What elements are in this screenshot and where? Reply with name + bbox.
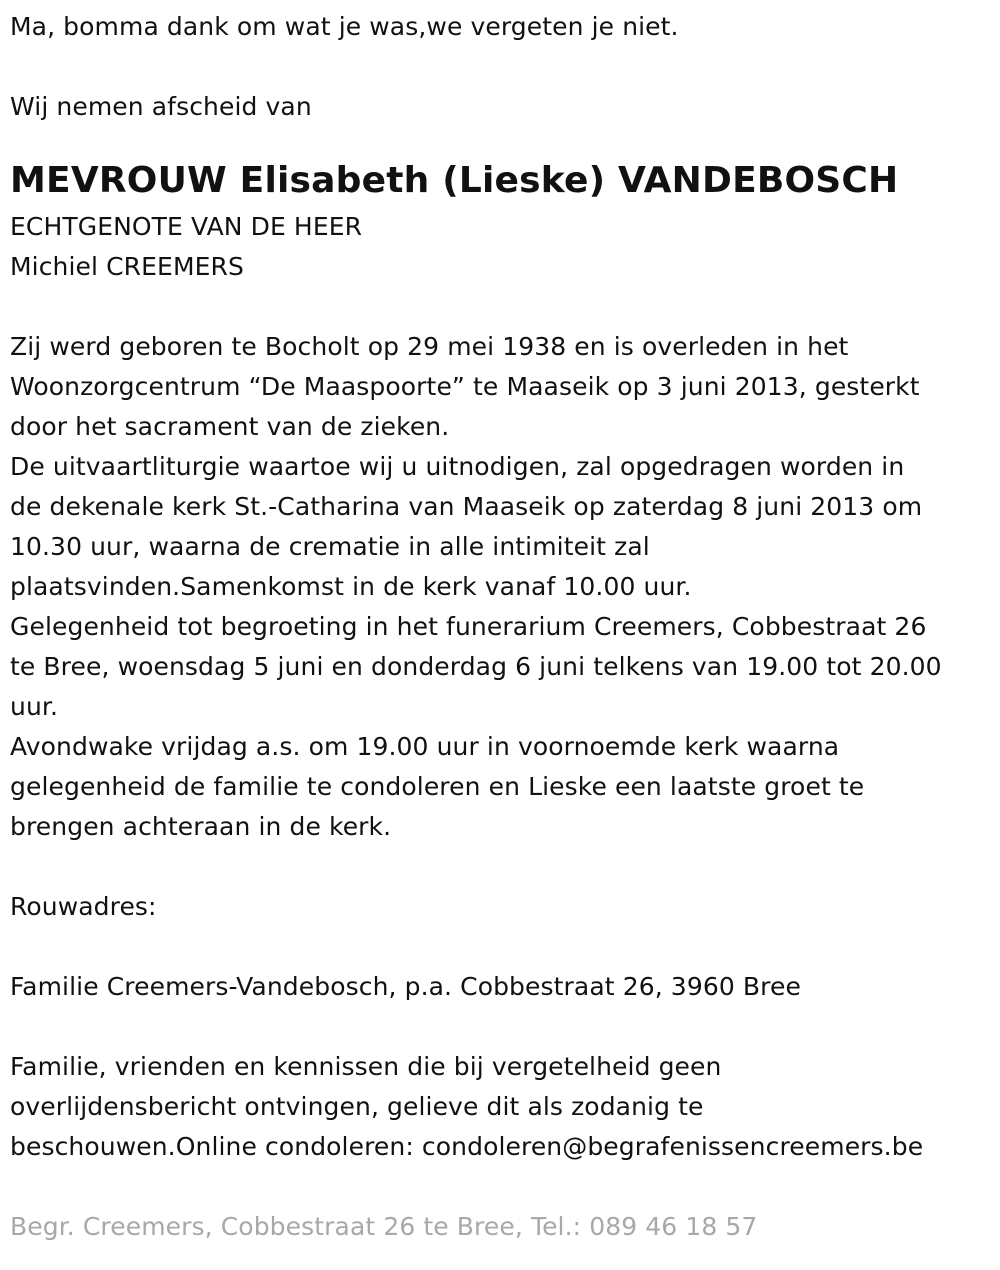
body-line: te Bree, woensdag 5 juni en donderdag 6 juni telkens van 19.00 tot 20.00 xyxy=(10,652,942,681)
spouse-name: Michiel CREEMERS xyxy=(10,252,244,281)
relation-line: ECHTGENOTE VAN DE HEER xyxy=(10,212,363,241)
notice-text xyxy=(10,1047,995,1167)
body-line: gelegenheid de familie te condoleren en Lieske een laatste groet te xyxy=(10,772,865,801)
body-line: de dekenale kerk St.-Catharina van Maaseik op zaterdag 8 juni 2013 om xyxy=(10,492,923,521)
deceased-name: MEVROUW Elisabeth (Lieske) VANDEBOSCH xyxy=(10,160,899,201)
intro-farewell: Wij nemen afscheid van xyxy=(10,92,312,121)
body-line: door het sacrament van de zieken. xyxy=(10,412,450,441)
body-line: Zij werd geboren te Bocholt op 29 mei 1938 en is overleden in het xyxy=(10,332,849,361)
body-line: uur. xyxy=(10,692,59,721)
body-text xyxy=(10,327,995,847)
notice-line: overlijdensbericht ontvingen, gelieve dit als zodanig te xyxy=(10,1092,704,1121)
body-line: De uitvaartliturgie waartoe wij u uitnodigen, zal opgedragen worden in xyxy=(10,452,905,481)
funeral-home-footer: Begr. Creemers, Cobbestraat 26 te Bree, Tel.: 089 46 18 57 xyxy=(10,1212,758,1241)
address-label: Rouwadres: xyxy=(10,892,157,921)
body-line: Gelegenheid tot begroeting in het funerarium Creemers, Cobbestraat 26 xyxy=(10,612,927,641)
intro-line: Ma, bomma dank om wat je was,we vergeten je niet. xyxy=(10,12,679,41)
body-line: 10.30 uur, waarna de crematie in alle intimiteit zal xyxy=(10,532,650,561)
obituary-document xyxy=(10,7,995,1247)
body-line: Avondwake vrijdag a.s. om 19.00 uur in voornoemde kerk waarna xyxy=(10,732,840,761)
notice-line: beschouwen.Online condoleren: condoleren@begrafenissencreemers.be xyxy=(10,1132,924,1161)
address-value: Familie Creemers-Vandebosch, p.a. Cobbestraat 26, 3960 Bree xyxy=(10,972,801,1001)
body-line: brengen achteraan in de kerk. xyxy=(10,812,392,841)
body-line: plaatsvinden.Samenkomst in de kerk vanaf 10.00 uur. xyxy=(10,572,692,601)
notice-line: Familie, vrienden en kennissen die bij vergetelheid geen xyxy=(10,1052,722,1081)
body-line: Woonzorgcentrum “De Maaspoorte” te Maaseik op 3 juni 2013, gesterkt xyxy=(10,372,920,401)
